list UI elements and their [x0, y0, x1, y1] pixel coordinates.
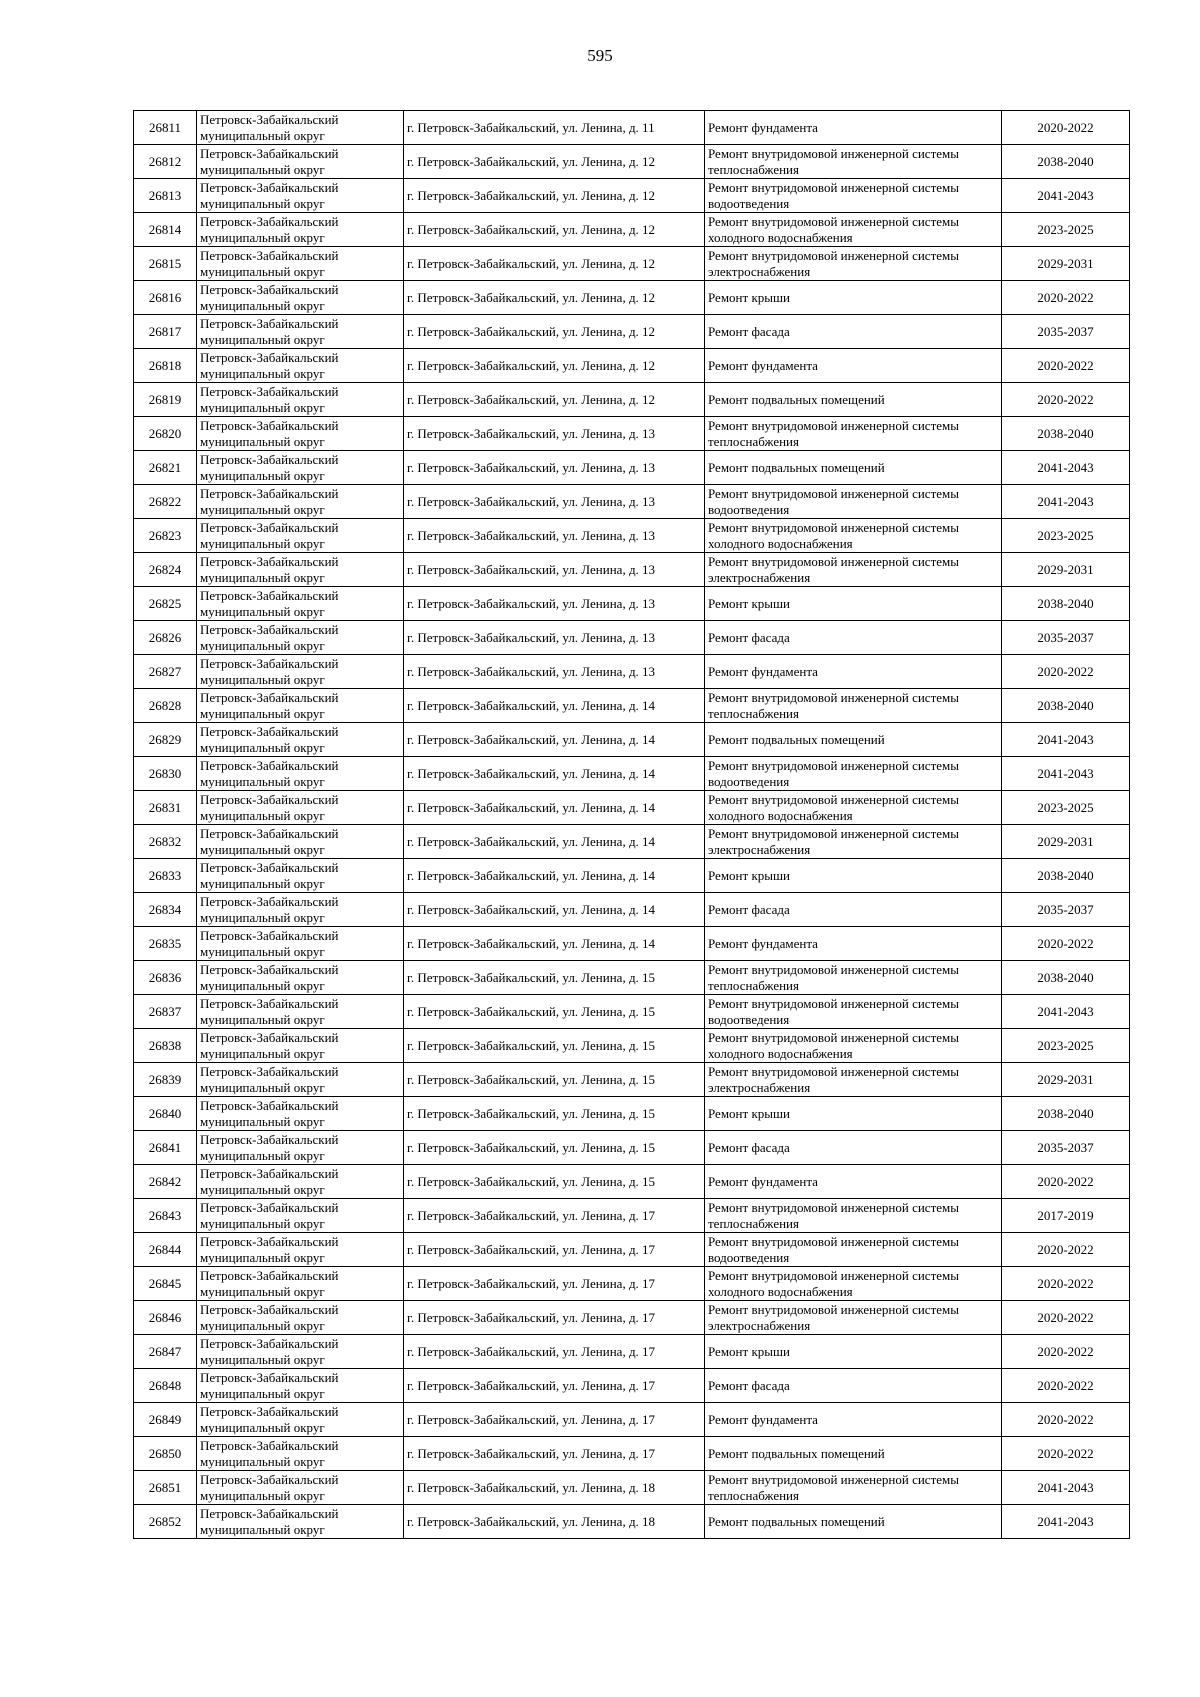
row-number-cell: 26826 [134, 621, 197, 655]
period-cell: 2035-2037 [1002, 1131, 1130, 1165]
address-cell: г. Петровск-Забайкальский, ул. Ленина, д. 13 [404, 451, 705, 485]
period-cell: 2038-2040 [1002, 961, 1130, 995]
row-number-cell: 26841 [134, 1131, 197, 1165]
work-type-cell: Ремонт крыши [705, 281, 1002, 315]
municipality-cell: Петровск-Забайкальский муниципальный округ [197, 179, 404, 213]
address-cell: г. Петровск-Забайкальский, ул. Ленина, д. 12 [404, 349, 705, 383]
address-cell: г. Петровск-Забайкальский, ул. Ленина, д. 17 [404, 1267, 705, 1301]
municipality-cell: Петровск-Забайкальский муниципальный округ [197, 1403, 404, 1437]
address-cell: г. Петровск-Забайкальский, ул. Ленина, д. 13 [404, 485, 705, 519]
table-row [134, 723, 1130, 757]
period-cell: 2020-2022 [1002, 1369, 1130, 1403]
address-cell: г. Петровск-Забайкальский, ул. Ленина, д. 14 [404, 893, 705, 927]
work-type-cell: Ремонт внутридомовой инженерной системы холодного водоснабжения [705, 791, 1002, 825]
table-row [134, 315, 1130, 349]
work-type-cell: Ремонт фундамента [705, 655, 1002, 689]
municipality-cell: Петровск-Забайкальский муниципальный округ [197, 213, 404, 247]
row-number-cell: 26815 [134, 247, 197, 281]
address-cell: г. Петровск-Забайкальский, ул. Ленина, д. 14 [404, 791, 705, 825]
row-number-cell: 26846 [134, 1301, 197, 1335]
table-row [134, 213, 1130, 247]
table-body [134, 111, 1130, 1539]
work-type-cell: Ремонт фундамента [705, 1165, 1002, 1199]
row-number-cell: 26834 [134, 893, 197, 927]
work-type-cell: Ремонт фасада [705, 621, 1002, 655]
row-number-cell: 26814 [134, 213, 197, 247]
work-type-cell: Ремонт крыши [705, 1097, 1002, 1131]
work-type-cell: Ремонт внутридомовой инженерной системы теплоснабжения [705, 145, 1002, 179]
work-type-cell: Ремонт внутридомовой инженерной системы теплоснабжения [705, 961, 1002, 995]
address-cell: г. Петровск-Забайкальский, ул. Ленина, д. 15 [404, 995, 705, 1029]
row-number-cell: 26828 [134, 689, 197, 723]
address-cell: г. Петровск-Забайкальский, ул. Ленина, д. 15 [404, 961, 705, 995]
work-type-cell: Ремонт внутридомовой инженерной системы электроснабжения [705, 1063, 1002, 1097]
table-row [134, 1369, 1130, 1403]
period-cell: 2017-2019 [1002, 1199, 1130, 1233]
row-number-cell: 26845 [134, 1267, 197, 1301]
row-number-cell: 26822 [134, 485, 197, 519]
work-type-cell: Ремонт подвальных помещений [705, 1437, 1002, 1471]
period-cell: 2023-2025 [1002, 1029, 1130, 1063]
address-cell: г. Петровск-Забайкальский, ул. Ленина, д. 15 [404, 1097, 705, 1131]
table-row [134, 1335, 1130, 1369]
table-row [134, 1029, 1130, 1063]
table-row [134, 1301, 1130, 1335]
municipality-cell: Петровск-Забайкальский муниципальный округ [197, 1335, 404, 1369]
municipality-cell: Петровск-Забайкальский муниципальный округ [197, 349, 404, 383]
work-type-cell: Ремонт внутридомовой инженерной системы водоотведения [705, 757, 1002, 791]
row-number-cell: 26852 [134, 1505, 197, 1539]
period-cell: 2035-2037 [1002, 621, 1130, 655]
address-cell: г. Петровск-Забайкальский, ул. Ленина, д. 14 [404, 723, 705, 757]
table-row [134, 859, 1130, 893]
work-type-cell: Ремонт внутридомовой инженерной системы холодного водоснабжения [705, 213, 1002, 247]
table-row [134, 1505, 1130, 1539]
municipality-cell: Петровск-Забайкальский муниципальный округ [197, 587, 404, 621]
work-type-cell: Ремонт внутридомовой инженерной системы теплоснабжения [705, 1199, 1002, 1233]
row-number-cell: 26812 [134, 145, 197, 179]
page-number: 595 [587, 46, 613, 65]
municipality-cell: Петровск-Забайкальский муниципальный округ [197, 247, 404, 281]
period-cell: 2029-2031 [1002, 825, 1130, 859]
table-row [134, 1233, 1130, 1267]
period-cell: 2020-2022 [1002, 383, 1130, 417]
work-type-cell: Ремонт фасада [705, 315, 1002, 349]
municipality-cell: Петровск-Забайкальский муниципальный округ [197, 1131, 404, 1165]
work-type-cell: Ремонт фасада [705, 1131, 1002, 1165]
table-row [134, 383, 1130, 417]
period-cell: 2041-2043 [1002, 451, 1130, 485]
address-cell: г. Петровск-Забайкальский, ул. Ленина, д. 12 [404, 145, 705, 179]
table-row [134, 961, 1130, 995]
work-type-cell: Ремонт фасада [705, 1369, 1002, 1403]
table-row [134, 893, 1130, 927]
row-number-cell: 26844 [134, 1233, 197, 1267]
table-row [134, 247, 1130, 281]
work-type-cell: Ремонт фундамента [705, 1403, 1002, 1437]
table-row [134, 145, 1130, 179]
period-cell: 2023-2025 [1002, 213, 1130, 247]
row-number-cell: 26819 [134, 383, 197, 417]
table-row [134, 927, 1130, 961]
municipality-cell: Петровск-Забайкальский муниципальный округ [197, 451, 404, 485]
row-number-cell: 26835 [134, 927, 197, 961]
municipality-cell: Петровск-Забайкальский муниципальный округ [197, 893, 404, 927]
municipality-cell: Петровск-Забайкальский муниципальный округ [197, 417, 404, 451]
period-cell: 2020-2022 [1002, 111, 1130, 145]
table-row [134, 587, 1130, 621]
period-cell: 2035-2037 [1002, 893, 1130, 927]
municipality-cell: Петровск-Забайкальский муниципальный округ [197, 927, 404, 961]
address-cell: г. Петровск-Забайкальский, ул. Ленина, д. 17 [404, 1437, 705, 1471]
address-cell: г. Петровск-Забайкальский, ул. Ленина, д. 14 [404, 689, 705, 723]
period-cell: 2041-2043 [1002, 485, 1130, 519]
address-cell: г. Петровск-Забайкальский, ул. Ленина, д. 12 [404, 247, 705, 281]
municipality-cell: Петровск-Забайкальский муниципальный округ [197, 859, 404, 893]
period-cell: 2029-2031 [1002, 553, 1130, 587]
municipality-cell: Петровск-Забайкальский муниципальный округ [197, 1063, 404, 1097]
row-number-cell: 26827 [134, 655, 197, 689]
period-cell: 2038-2040 [1002, 1097, 1130, 1131]
table-row [134, 689, 1130, 723]
work-type-cell: Ремонт подвальных помещений [705, 451, 1002, 485]
work-type-cell: Ремонт крыши [705, 1335, 1002, 1369]
table-row [134, 1471, 1130, 1505]
work-type-cell: Ремонт внутридомовой инженерной системы холодного водоснабжения [705, 519, 1002, 553]
table-row [134, 757, 1130, 791]
table-row [134, 1403, 1130, 1437]
period-cell: 2020-2022 [1002, 1437, 1130, 1471]
table-row [134, 1063, 1130, 1097]
address-cell: г. Петровск-Забайкальский, ул. Ленина, д. 13 [404, 587, 705, 621]
work-type-cell: Ремонт внутридомовой инженерной системы холодного водоснабжения [705, 1267, 1002, 1301]
work-type-cell: Ремонт внутридомовой инженерной системы водоотведения [705, 1233, 1002, 1267]
municipality-cell: Петровск-Забайкальский муниципальный округ [197, 689, 404, 723]
work-type-cell: Ремонт фундамента [705, 927, 1002, 961]
municipality-cell: Петровск-Забайкальский муниципальный округ [197, 485, 404, 519]
address-cell: г. Петровск-Забайкальский, ул. Ленина, д. 12 [404, 179, 705, 213]
address-cell: г. Петровск-Забайкальский, ул. Ленина, д. 17 [404, 1301, 705, 1335]
work-type-cell: Ремонт внутридомовой инженерной системы теплоснабжения [705, 1471, 1002, 1505]
municipality-cell: Петровск-Забайкальский муниципальный округ [197, 1165, 404, 1199]
table-row [134, 1165, 1130, 1199]
address-cell: г. Петровск-Забайкальский, ул. Ленина, д. 13 [404, 417, 705, 451]
period-cell: 2020-2022 [1002, 349, 1130, 383]
period-cell: 2020-2022 [1002, 1165, 1130, 1199]
municipality-cell: Петровск-Забайкальский муниципальный округ [197, 1267, 404, 1301]
municipality-cell: Петровск-Забайкальский муниципальный округ [197, 1505, 404, 1539]
table-row [134, 485, 1130, 519]
period-cell: 2020-2022 [1002, 1403, 1130, 1437]
address-cell: г. Петровск-Забайкальский, ул. Ленина, д. 15 [404, 1063, 705, 1097]
address-cell: г. Петровск-Забайкальский, ул. Ленина, д. 13 [404, 519, 705, 553]
work-type-cell: Ремонт фундамента [705, 111, 1002, 145]
row-number-cell: 26850 [134, 1437, 197, 1471]
municipality-cell: Петровск-Забайкальский муниципальный округ [197, 1233, 404, 1267]
municipality-cell: Петровск-Забайкальский муниципальный округ [197, 1471, 404, 1505]
period-cell: 2041-2043 [1002, 179, 1130, 213]
row-number-cell: 26824 [134, 553, 197, 587]
address-cell: г. Петровск-Забайкальский, ул. Ленина, д. 11 [404, 111, 705, 145]
address-cell: г. Петровск-Забайкальский, ул. Ленина, д. 17 [404, 1233, 705, 1267]
row-number-cell: 26848 [134, 1369, 197, 1403]
row-number-cell: 26817 [134, 315, 197, 349]
row-number-cell: 26829 [134, 723, 197, 757]
work-type-cell: Ремонт внутридомовой инженерной системы электроснабжения [705, 247, 1002, 281]
address-cell: г. Петровск-Забайкальский, ул. Ленина, д. 14 [404, 859, 705, 893]
period-cell: 2041-2043 [1002, 1505, 1130, 1539]
work-type-cell: Ремонт внутридомовой инженерной системы теплоснабжения [705, 417, 1002, 451]
table-row [134, 655, 1130, 689]
row-number-cell: 26816 [134, 281, 197, 315]
work-type-cell: Ремонт подвальных помещений [705, 723, 1002, 757]
period-cell: 2038-2040 [1002, 417, 1130, 451]
row-number-cell: 26820 [134, 417, 197, 451]
row-number-cell: 26843 [134, 1199, 197, 1233]
period-cell: 2038-2040 [1002, 145, 1130, 179]
municipality-cell: Петровск-Забайкальский муниципальный округ [197, 1029, 404, 1063]
work-type-cell: Ремонт фундамента [705, 349, 1002, 383]
work-type-cell: Ремонт внутридомовой инженерной системы холодного водоснабжения [705, 1029, 1002, 1063]
address-cell: г. Петровск-Забайкальский, ул. Ленина, д. 15 [404, 1029, 705, 1063]
address-cell: г. Петровск-Забайкальский, ул. Ленина, д. 14 [404, 757, 705, 791]
table-row [134, 1131, 1130, 1165]
municipality-cell: Петровск-Забайкальский муниципальный округ [197, 315, 404, 349]
row-number-cell: 26847 [134, 1335, 197, 1369]
row-number-cell: 26831 [134, 791, 197, 825]
period-cell: 2023-2025 [1002, 791, 1130, 825]
row-number-cell: 26830 [134, 757, 197, 791]
period-cell: 2020-2022 [1002, 927, 1130, 961]
address-cell: г. Петровск-Забайкальский, ул. Ленина, д. 12 [404, 315, 705, 349]
table-row [134, 519, 1130, 553]
work-type-cell: Ремонт подвальных помещений [705, 1505, 1002, 1539]
row-number-cell: 26833 [134, 859, 197, 893]
table-row [134, 1437, 1130, 1471]
table-row [134, 281, 1130, 315]
period-cell: 2020-2022 [1002, 281, 1130, 315]
municipality-cell: Петровск-Забайкальский муниципальный округ [197, 995, 404, 1029]
table-row [134, 417, 1130, 451]
work-type-cell: Ремонт внутридомовой инженерной системы водоотведения [705, 485, 1002, 519]
table-row [134, 1199, 1130, 1233]
row-number-cell: 26836 [134, 961, 197, 995]
period-cell: 2020-2022 [1002, 1335, 1130, 1369]
table-row [134, 553, 1130, 587]
municipality-cell: Петровск-Забайкальский муниципальный округ [197, 621, 404, 655]
municipality-cell: Петровск-Забайкальский муниципальный округ [197, 111, 404, 145]
municipality-cell: Петровск-Забайкальский муниципальный округ [197, 825, 404, 859]
address-cell: г. Петровск-Забайкальский, ул. Ленина, д. 12 [404, 383, 705, 417]
table-row [134, 621, 1130, 655]
address-cell: г. Петровск-Забайкальский, ул. Ленина, д. 17 [404, 1199, 705, 1233]
address-cell: г. Петровск-Забайкальский, ул. Ленина, д. 14 [404, 825, 705, 859]
work-type-cell: Ремонт внутридомовой инженерной системы электроснабжения [705, 825, 1002, 859]
period-cell: 2020-2022 [1002, 1301, 1130, 1335]
address-cell: г. Петровск-Забайкальский, ул. Ленина, д. 12 [404, 213, 705, 247]
period-cell: 2020-2022 [1002, 1267, 1130, 1301]
period-cell: 2038-2040 [1002, 859, 1130, 893]
period-cell: 2029-2031 [1002, 1063, 1130, 1097]
row-number-cell: 26838 [134, 1029, 197, 1063]
address-cell: г. Петровск-Забайкальский, ул. Ленина, д. 15 [404, 1131, 705, 1165]
work-type-cell: Ремонт внутридомовой инженерной системы водоотведения [705, 995, 1002, 1029]
period-cell: 2029-2031 [1002, 247, 1130, 281]
row-number-cell: 26813 [134, 179, 197, 213]
municipality-cell: Петровск-Забайкальский муниципальный округ [197, 281, 404, 315]
row-number-cell: 26818 [134, 349, 197, 383]
table-row [134, 995, 1130, 1029]
work-type-cell: Ремонт внутридомовой инженерной системы электроснабжения [705, 553, 1002, 587]
municipality-cell: Петровск-Забайкальский муниципальный округ [197, 519, 404, 553]
address-cell: г. Петровск-Забайкальский, ул. Ленина, д. 13 [404, 655, 705, 689]
table-row [134, 1097, 1130, 1131]
address-cell: г. Петровск-Забайкальский, ул. Ленина, д. 15 [404, 1165, 705, 1199]
table-row [134, 111, 1130, 145]
municipality-cell: Петровск-Забайкальский муниципальный округ [197, 1199, 404, 1233]
table-row [134, 451, 1130, 485]
work-type-cell: Ремонт внутридомовой инженерной системы теплоснабжения [705, 689, 1002, 723]
row-number-cell: 26842 [134, 1165, 197, 1199]
work-type-cell: Ремонт внутридомовой инженерной системы водоотведения [705, 179, 1002, 213]
period-cell: 2020-2022 [1002, 1233, 1130, 1267]
period-cell: 2041-2043 [1002, 757, 1130, 791]
table-row [134, 179, 1130, 213]
municipality-cell: Петровск-Забайкальский муниципальный округ [197, 961, 404, 995]
period-cell: 2023-2025 [1002, 519, 1130, 553]
address-cell: г. Петровск-Забайкальский, ул. Ленина, д. 14 [404, 927, 705, 961]
period-cell: 2041-2043 [1002, 995, 1130, 1029]
row-number-cell: 26851 [134, 1471, 197, 1505]
municipality-cell: Петровск-Забайкальский муниципальный округ [197, 1369, 404, 1403]
work-type-cell: Ремонт внутридомовой инженерной системы электроснабжения [705, 1301, 1002, 1335]
period-cell: 2038-2040 [1002, 689, 1130, 723]
municipality-cell: Петровск-Забайкальский муниципальный округ [197, 723, 404, 757]
municipality-cell: Петровск-Забайкальский муниципальный округ [197, 655, 404, 689]
municipality-cell: Петровск-Забайкальский муниципальный округ [197, 1097, 404, 1131]
row-number-cell: 26821 [134, 451, 197, 485]
period-cell: 2035-2037 [1002, 315, 1130, 349]
table-row [134, 349, 1130, 383]
municipality-cell: Петровск-Забайкальский муниципальный округ [197, 1437, 404, 1471]
address-cell: г. Петровск-Забайкальский, ул. Ленина, д. 18 [404, 1471, 705, 1505]
row-number-cell: 26823 [134, 519, 197, 553]
municipality-cell: Петровск-Забайкальский муниципальный округ [197, 383, 404, 417]
municipality-cell: Петровск-Забайкальский муниципальный округ [197, 553, 404, 587]
municipality-cell: Петровск-Забайкальский муниципальный округ [197, 145, 404, 179]
municipality-cell: Петровск-Забайкальский муниципальный округ [197, 1301, 404, 1335]
address-cell: г. Петровск-Забайкальский, ул. Ленина, д. 12 [404, 281, 705, 315]
address-cell: г. Петровск-Забайкальский, ул. Ленина, д. 13 [404, 553, 705, 587]
row-number-cell: 26811 [134, 111, 197, 145]
row-number-cell: 26849 [134, 1403, 197, 1437]
row-number-cell: 26832 [134, 825, 197, 859]
period-cell: 2020-2022 [1002, 655, 1130, 689]
registry-table [133, 110, 1130, 1539]
work-type-cell: Ремонт крыши [705, 587, 1002, 621]
address-cell: г. Петровск-Забайкальский, ул. Ленина, д. 17 [404, 1369, 705, 1403]
row-number-cell: 26840 [134, 1097, 197, 1131]
table-row [134, 1267, 1130, 1301]
municipality-cell: Петровск-Забайкальский муниципальный округ [197, 757, 404, 791]
table-row [134, 825, 1130, 859]
address-cell: г. Петровск-Забайкальский, ул. Ленина, д. 17 [404, 1335, 705, 1369]
table-row [134, 791, 1130, 825]
period-cell: 2041-2043 [1002, 723, 1130, 757]
work-type-cell: Ремонт подвальных помещений [705, 383, 1002, 417]
address-cell: г. Петровск-Забайкальский, ул. Ленина, д. 17 [404, 1403, 705, 1437]
row-number-cell: 26837 [134, 995, 197, 1029]
address-cell: г. Петровск-Забайкальский, ул. Ленина, д. 18 [404, 1505, 705, 1539]
work-type-cell: Ремонт крыши [705, 859, 1002, 893]
row-number-cell: 26839 [134, 1063, 197, 1097]
row-number-cell: 26825 [134, 587, 197, 621]
municipality-cell: Петровск-Забайкальский муниципальный округ [197, 791, 404, 825]
work-type-cell: Ремонт фасада [705, 893, 1002, 927]
address-cell: г. Петровск-Забайкальский, ул. Ленина, д. 13 [404, 621, 705, 655]
period-cell: 2041-2043 [1002, 1471, 1130, 1505]
period-cell: 2038-2040 [1002, 587, 1130, 621]
